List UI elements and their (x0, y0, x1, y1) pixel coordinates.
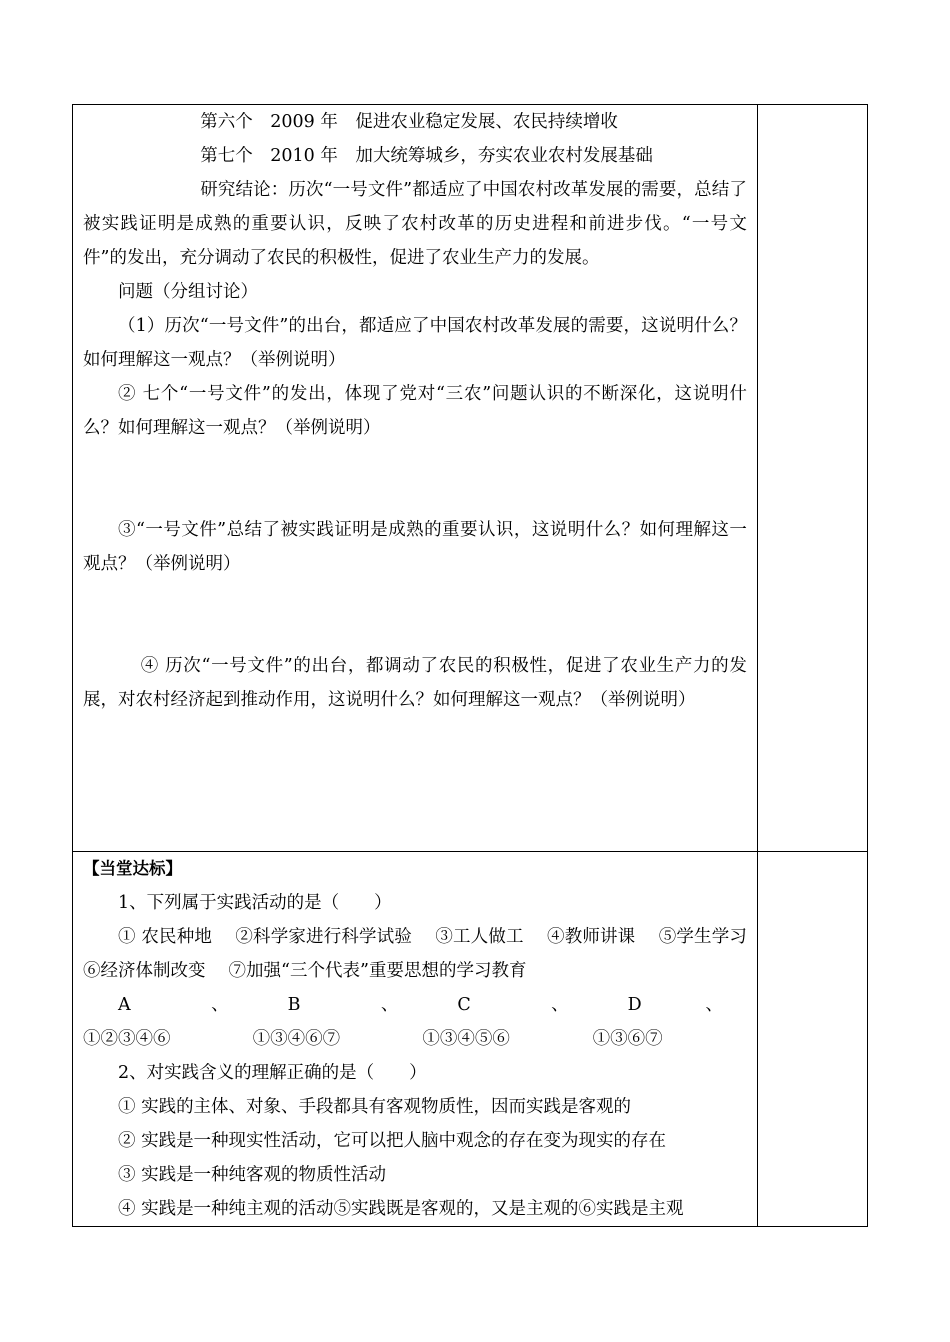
document-line: 第六个 2009 年 促进农业稳定发展、农民持续增收 (200, 112, 618, 132)
exercise-items: ① 农民种地 ②科学家进行科学试验 ③工人做工 ④教师讲课 ⑤学生学习 ⑥经济体制改变 ⑦加强“三个代表”重要思想的学习教育 (83, 927, 770, 981)
main-cell (73, 852, 770, 1227)
option-b: B、①③④⑥⑦ (252, 995, 399, 1049)
question-title: 问题（分组讨论） (118, 282, 258, 302)
exercise-item: ④ 实践是一种纯主观的活动⑤实践既是客观的，又是主观的⑥实践是主观 (118, 1199, 684, 1219)
main-cell (73, 105, 758, 852)
question-4: ④ 历次“一号文件”的出台，都调动了农民的积极性，促进了农业生产力的发展，对农村经济起到推动作用，这说明什么？如何理解这一观点？（举例说明） (83, 656, 747, 710)
answer-space (83, 445, 747, 513)
answer-space (83, 581, 747, 649)
exercise-content (73, 852, 770, 1226)
question-2: ② 七个“一号文件”的发出，体现了党对“三农”问题认识的不断深化，这说明什么？如何理解这一观点？（举例说明） (83, 384, 747, 438)
notes-cell (757, 852, 867, 1227)
worksheet-table (72, 104, 868, 1227)
exercise-question-2: 2、对实践含义的理解正确的是（ ） (118, 1063, 427, 1083)
option-c: C、①③④⑤⑥ (422, 995, 569, 1049)
research-conclusion: 研究结论：历次“一号文件”都适应了中国农村改革发展的需要，总结了被实践证明是成熟的重要认识，反映了农村改革的历史进程和前进步伐。“一号文件”的发出，充分调动了农民的积极性，促进了农业生产力的发展。 (83, 180, 747, 268)
exercise-item: ③ 实践是一种纯客观的物质性活动 (118, 1165, 387, 1185)
question-1: （1）历次“一号文件”的出台，都适应了中国农村改革发展的需要，这说明什么？如何理解这一观点？（举例说明） (83, 316, 747, 370)
study-content (73, 105, 757, 717)
question-3: ③“一号文件”总结了被实践证明是成熟的重要认识，这说明什么？如何理解这一观点？（举例说明） (83, 520, 747, 574)
table-row (73, 105, 868, 852)
option-a: A、①②③④⑥ (83, 995, 229, 1049)
exercise-question-1: 1、下列属于实践活动的是（ ） (118, 893, 392, 913)
section-heading: 【当堂达标】 (83, 859, 182, 878)
option-d: D、①③⑥⑦ (592, 995, 723, 1049)
exercise-item: ① 实践的主体、对象、手段都具有客观物质性，因而实践是客观的 (118, 1097, 632, 1117)
table-row (73, 852, 868, 1227)
notes-cell (757, 105, 867, 852)
exercise-item: ② 实践是一种现实性活动，它可以把人脑中观念的存在变为现实的存在 (118, 1131, 667, 1151)
answer-options (83, 988, 747, 1056)
document-line: 第七个 2010 年 加大统筹城乡，夯实农业农村发展基础 (200, 146, 653, 166)
